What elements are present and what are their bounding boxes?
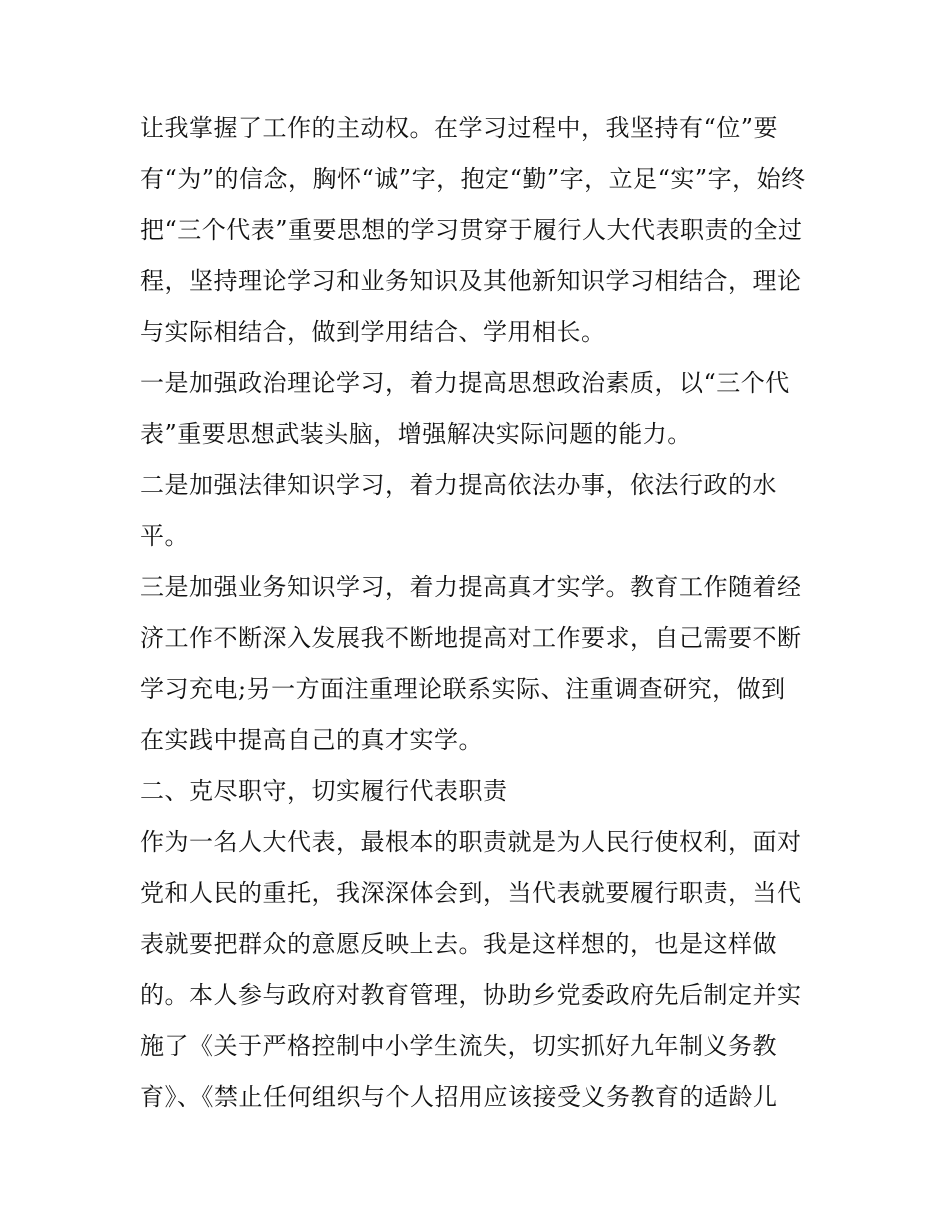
text-line: 济工作不断深入发展我不断地提高对工作要求，自己需要不断 — [140, 624, 802, 652]
text-line: 党和人民的重托，我深深体会到，当代表就要履行职责，当代 — [140, 879, 802, 907]
document-body — [140, 103, 820, 1123]
text-line: 在实践中提高自己的真才实学。 — [140, 726, 483, 754]
text-line: 学习充电;另一方面注重理论联系实际、注重调查研究，做到 — [140, 675, 786, 703]
text-line: 一是加强政治理论学习，着力提高思想政治素质，以“三个代 — [140, 369, 790, 397]
text-line: 把“三个代表”重要思想的学习贯穿于履行人大代表职责的全过 — [140, 216, 803, 244]
text-line: 让我掌握了工作的主动权。在学习过程中，我坚持有“位”要 — [140, 114, 779, 142]
text-line: 平。 — [140, 522, 189, 550]
text-line: 施了《关于严格控制中小学生流失，切实抓好九年制义务教 — [140, 1032, 777, 1060]
text-line: 有“为”的信念，胸怀“诚”字，抱定“勤”字，立足“实”字，始终 — [140, 165, 806, 193]
text-line: 表”重要思想武装头脑，增强解决实际问题的能力。 — [140, 420, 692, 448]
text-line: 三是加强业务知识学习，着力提高真才实学。教育工作随着经 — [140, 573, 802, 601]
text-line: 二是加强法律知识学习，着力提高依法办事，依法行政的水 — [140, 471, 777, 499]
section-heading: 二、克尽职守，切实履行代表职责 — [140, 777, 508, 805]
text-line: 与实际相结合，做到学用结合、学用相长。 — [140, 318, 606, 346]
text-line: 程，坚持理论学习和业务知识及其他新知识学习相结合，理论 — [140, 267, 802, 295]
text-line: 的。本人参与政府对教育管理，协助乡党委政府先后制定并实 — [140, 981, 802, 1009]
text-line: 育》、《禁止任何组织与个人招用应该接受义务教育的适龄儿 — [140, 1083, 778, 1111]
text-line: 表就要把群众的意愿反映上去。我是这样想的，也是这样做 — [140, 930, 777, 958]
text-line: 作为一名人大代表，最根本的职责就是为人民行使权利，面对 — [140, 828, 802, 856]
